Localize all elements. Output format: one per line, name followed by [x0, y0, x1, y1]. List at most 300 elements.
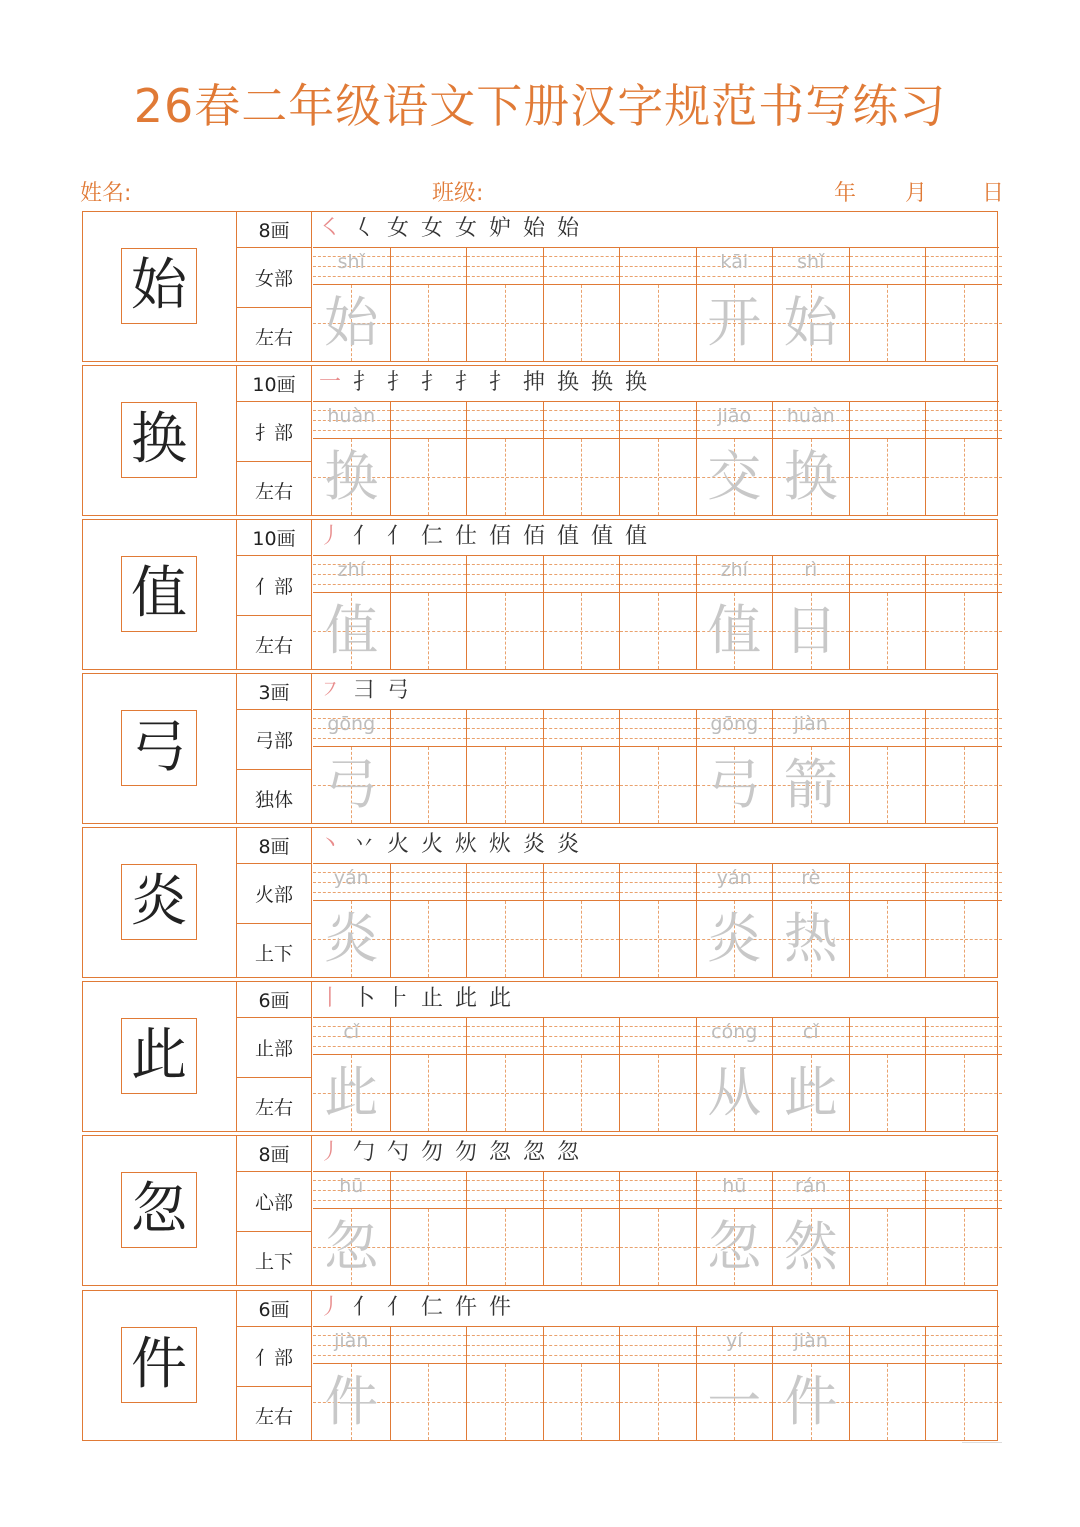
writing-cell[interactable]: [772, 1017, 849, 1131]
hanzi-box: [544, 593, 620, 669]
class-label: 班级:: [432, 181, 484, 206]
writing-cell[interactable]: [772, 247, 849, 361]
guide-line: [850, 882, 926, 883]
guide-line: [620, 1247, 696, 1248]
writing-cell[interactable]: [543, 1017, 620, 1131]
divider: [237, 709, 311, 710]
pinyin-box: [620, 1326, 696, 1364]
guide-line: [544, 1036, 620, 1037]
model-character: 值: [121, 556, 197, 632]
pinyin-box: [620, 401, 696, 439]
guide-line: [850, 1036, 926, 1037]
hanzi-box: [773, 747, 849, 823]
writing-cell[interactable]: [619, 1171, 696, 1285]
pinyin-trace: jiāo: [717, 405, 752, 427]
guide-line: [467, 882, 543, 883]
guide-line: [620, 256, 696, 257]
stroke-step: 扌: [421, 370, 444, 395]
writing-cell[interactable]: [466, 1326, 543, 1440]
hanzi-trace: 从: [707, 1061, 762, 1124]
stroke-step: 值: [625, 524, 648, 549]
stroke-count: 8画: [258, 836, 290, 858]
guide-line: [850, 939, 926, 940]
guide-line: [926, 1093, 1002, 1094]
hanzi-box: [544, 1209, 620, 1285]
divider: [237, 555, 311, 556]
writing-cell[interactable]: [390, 1017, 467, 1131]
hanzi-box: [850, 593, 926, 669]
pinyin-trace: cǐ: [343, 1021, 360, 1043]
writing-cell[interactable]: [925, 1326, 1002, 1440]
hanzi-box: [391, 1364, 467, 1440]
guide-line: [773, 1046, 849, 1047]
writing-cell[interactable]: [313, 401, 390, 515]
guide-line: [313, 738, 390, 739]
guide-line: [620, 872, 696, 873]
guide-line: [620, 323, 696, 324]
guide-line: [926, 256, 1002, 257]
guide-line: [620, 584, 696, 585]
stroke-step: 佰: [523, 524, 546, 549]
info-column: [236, 1136, 312, 1285]
writing-cell[interactable]: [925, 247, 1002, 361]
writing-cell[interactable]: [849, 863, 926, 977]
stroke-order-row: [313, 1136, 997, 1171]
guide-line: [544, 1345, 620, 1346]
writing-cell[interactable]: [466, 247, 543, 361]
writing-cell[interactable]: [313, 1017, 390, 1131]
pinyin-trace: jiàn: [793, 1330, 828, 1352]
stroke-step: ⺊: [387, 986, 410, 1011]
writing-cell[interactable]: [543, 247, 620, 361]
guide-line: [313, 430, 390, 431]
writing-cell[interactable]: [390, 709, 467, 823]
stroke-step: 扌: [455, 370, 478, 395]
guide-line: [926, 882, 1002, 883]
stroke-step: 炎: [557, 832, 580, 857]
hanzi-trace: 日: [783, 599, 838, 662]
hanzi-box: [773, 1209, 849, 1285]
hanzi-box: [467, 1209, 543, 1285]
guide-line: [926, 738, 1002, 739]
guide-line: [620, 1180, 696, 1181]
character-block: [82, 211, 998, 362]
radical: 女部: [254, 268, 293, 290]
guide-line: [467, 1190, 543, 1191]
writing-cell[interactable]: [696, 863, 773, 977]
stroke-step: 换: [625, 370, 648, 395]
divider: [237, 1386, 311, 1387]
writing-cell[interactable]: [849, 1171, 926, 1285]
stroke-count: 8画: [258, 220, 290, 242]
writing-cell[interactable]: [543, 709, 620, 823]
pinyin-box: [620, 709, 696, 747]
writing-cell[interactable]: [466, 709, 543, 823]
stroke-step: 仵: [455, 1295, 478, 1320]
writing-cell[interactable]: [696, 709, 773, 823]
model-character: 件: [121, 1327, 197, 1403]
stroke-step: 勿: [455, 1140, 478, 1165]
writing-grid: [313, 863, 997, 977]
stroke-step: 炏: [489, 832, 512, 857]
guide-line: [391, 420, 467, 421]
guide-line: [467, 584, 543, 585]
structure: 左右: [254, 327, 293, 349]
stroke-step: 仁: [421, 1295, 444, 1320]
structure: 独体: [254, 789, 293, 811]
guide-line: [926, 1180, 1002, 1181]
hanzi-box: [926, 1209, 1002, 1285]
guide-line: [620, 738, 696, 739]
pinyin-box: [697, 1017, 773, 1055]
writing-cell[interactable]: [696, 401, 773, 515]
hanzi-box: [313, 439, 390, 515]
stroke-step: 丶: [319, 832, 342, 857]
writing-cell[interactable]: [772, 1326, 849, 1440]
guide-line: [620, 276, 696, 277]
writing-cell[interactable]: [849, 247, 926, 361]
writing-cell[interactable]: [772, 555, 849, 669]
pinyin-box: [850, 709, 926, 747]
stroke-step: 亻: [353, 1295, 376, 1320]
radical: 扌部: [254, 422, 293, 444]
stroke-step: ⺕: [353, 678, 376, 703]
radical: 止部: [254, 1038, 293, 1060]
writing-cell[interactable]: [849, 555, 926, 669]
writing-cell[interactable]: [543, 863, 620, 977]
writing-cell[interactable]: [619, 1017, 696, 1131]
writing-cell[interactable]: [696, 555, 773, 669]
guide-line: [620, 477, 696, 478]
pinyin-box: [697, 247, 773, 285]
guide-line: [467, 323, 543, 324]
writing-cell[interactable]: [925, 555, 1002, 669]
writing-cell[interactable]: [696, 1326, 773, 1440]
writing-cell[interactable]: [619, 247, 696, 361]
writing-cell[interactable]: [925, 1171, 1002, 1285]
writing-cell[interactable]: [390, 863, 467, 977]
writing-grid: [313, 1326, 997, 1440]
writing-cell[interactable]: [466, 555, 543, 669]
guide-line: [926, 477, 1002, 478]
guide-line: [544, 477, 620, 478]
hanzi-box: [850, 285, 926, 361]
guide-line: [850, 1180, 926, 1181]
guide-line: [467, 1345, 543, 1346]
writing-cell[interactable]: [390, 247, 467, 361]
hanzi-box: [926, 439, 1002, 515]
guide-line: [313, 892, 390, 893]
guide-line: [391, 728, 467, 729]
stroke-step: 勹: [353, 1140, 376, 1165]
writing-cell[interactable]: [619, 709, 696, 823]
guide-line: [620, 1093, 696, 1094]
hanzi-box: [544, 747, 620, 823]
hanzi-box: [544, 901, 620, 977]
stroke-count: 6画: [258, 990, 290, 1012]
writing-cell[interactable]: [313, 863, 390, 977]
guide-line: [697, 1355, 773, 1356]
pinyin-box: [544, 863, 620, 901]
writing-cell[interactable]: [619, 555, 696, 669]
guide-line: [467, 738, 543, 739]
guide-line: [544, 1335, 620, 1336]
writing-cell[interactable]: [925, 401, 1002, 515]
pinyin-trace: huàn: [327, 405, 376, 427]
guide-line: [391, 1402, 467, 1403]
pinyin-box: [391, 709, 467, 747]
guide-line: [391, 1036, 467, 1037]
pinyin-trace: gōng: [710, 713, 759, 735]
model-character: 始: [121, 248, 197, 324]
hanzi-box: [620, 1209, 696, 1285]
model-character: 此: [121, 1018, 197, 1094]
guide-line: [467, 276, 543, 277]
writing-cell[interactable]: [849, 1017, 926, 1131]
guide-line: [926, 631, 1002, 632]
writing-cell[interactable]: [313, 247, 390, 361]
writing-cell[interactable]: [390, 1326, 467, 1440]
writing-cell[interactable]: [390, 1171, 467, 1285]
hanzi-box: [467, 1055, 543, 1131]
stroke-order-row: [313, 1291, 997, 1326]
pinyin-box: [467, 709, 543, 747]
writing-cell[interactable]: [696, 1171, 773, 1285]
hanzi-box: [697, 439, 773, 515]
writing-cell[interactable]: [466, 1171, 543, 1285]
month-label: 月: [905, 181, 928, 206]
character-block: [82, 365, 998, 516]
writing-cell[interactable]: [849, 709, 926, 823]
pinyin-box: [926, 863, 1002, 901]
guide-line: [620, 1046, 696, 1047]
pinyin-box: [620, 1017, 696, 1055]
writing-cell[interactable]: [925, 709, 1002, 823]
divider: [237, 863, 311, 864]
hanzi-trace: 始: [783, 291, 838, 354]
writing-cell[interactable]: [925, 863, 1002, 977]
pinyin-box: [926, 1326, 1002, 1364]
guide-line: [391, 1046, 467, 1047]
pinyin-box: [850, 863, 926, 901]
guide-line: [926, 785, 1002, 786]
hanzi-box: [773, 901, 849, 977]
model-character: 忽: [121, 1172, 197, 1248]
guide-line: [467, 266, 543, 267]
writing-cell[interactable]: [696, 1017, 773, 1131]
stroke-step: 此: [455, 986, 478, 1011]
pinyin-trace: jiàn: [334, 1330, 369, 1352]
hanzi-trace: 一: [707, 1370, 762, 1433]
pinyin-box: [391, 1326, 467, 1364]
guide-line: [926, 728, 1002, 729]
hanzi-trace: 值: [707, 599, 762, 662]
hanzi-box: [313, 747, 390, 823]
guide-line: [467, 256, 543, 257]
guide-line: [850, 872, 926, 873]
writing-cell[interactable]: [543, 1171, 620, 1285]
pinyin-box: [313, 863, 390, 901]
writing-cell[interactable]: [619, 401, 696, 515]
guide-line: [467, 1036, 543, 1037]
guide-line: [926, 1200, 1002, 1201]
writing-cell[interactable]: [543, 401, 620, 515]
info-column: [236, 674, 312, 823]
pinyin-box: [544, 1171, 620, 1209]
radical: 亻部: [254, 1347, 293, 1369]
guide-line: [850, 728, 926, 729]
guide-line: [544, 1200, 620, 1201]
stroke-step: 丿: [319, 1295, 342, 1320]
pinyin-trace: huàn: [786, 405, 835, 427]
hanzi-box: [850, 1364, 926, 1440]
hanzi-box: [544, 1055, 620, 1131]
hanzi-box: [620, 593, 696, 669]
character-block: [82, 519, 998, 670]
writing-cell[interactable]: [543, 1326, 620, 1440]
writing-cell[interactable]: [313, 1171, 390, 1285]
hanzi-box: [391, 1055, 467, 1131]
guide-line: [620, 882, 696, 883]
pinyin-box: [926, 401, 1002, 439]
guide-line: [391, 1180, 467, 1181]
stroke-step: 丨: [319, 986, 342, 1011]
pinyin-box: [544, 401, 620, 439]
guide-line: [850, 564, 926, 565]
writing-cell[interactable]: [619, 1326, 696, 1440]
pinyin-box: [697, 555, 773, 593]
writing-cell[interactable]: [313, 709, 390, 823]
hanzi-trace: 件: [783, 1370, 838, 1433]
guide-line: [850, 430, 926, 431]
guide-line: [313, 1200, 390, 1201]
stroke-step: 始: [523, 216, 546, 241]
writing-cell[interactable]: [772, 1171, 849, 1285]
writing-cell[interactable]: [696, 247, 773, 361]
guide-line: [544, 631, 620, 632]
writing-cell[interactable]: [390, 555, 467, 669]
stroke-step: 忽: [489, 1140, 512, 1165]
stroke-step: 件: [489, 1295, 512, 1320]
guide-line: [620, 266, 696, 267]
pinyin-box: [850, 1326, 926, 1364]
guide-line: [544, 1247, 620, 1248]
writing-cell[interactable]: [466, 863, 543, 977]
stroke-step: 卜: [353, 986, 376, 1011]
guide-line: [850, 1345, 926, 1346]
guide-line: [391, 738, 467, 739]
guide-line: [926, 1335, 1002, 1336]
guide-line: [620, 728, 696, 729]
guide-line: [391, 584, 467, 585]
pinyin-box: [467, 1017, 543, 1055]
writing-cell[interactable]: [772, 863, 849, 977]
guide-line: [544, 410, 620, 411]
guide-line: [544, 584, 620, 585]
pinyin-trace: rì: [804, 559, 818, 581]
pinyin-box: [850, 247, 926, 285]
writing-cell[interactable]: [466, 1017, 543, 1131]
stroke-step: 丿: [319, 1140, 342, 1165]
stroke-order-row: [313, 828, 997, 863]
divider: [237, 1171, 311, 1172]
stroke-count: 10画: [252, 528, 296, 550]
guide-line: [926, 430, 1002, 431]
character-block: [82, 827, 998, 978]
hanzi-box: [850, 747, 926, 823]
guide-line: [391, 1026, 467, 1027]
structure: 左右: [254, 481, 293, 503]
writing-cell[interactable]: [772, 709, 849, 823]
writing-cell[interactable]: [849, 1326, 926, 1440]
hanzi-box: [544, 1364, 620, 1440]
writing-cell[interactable]: [313, 555, 390, 669]
guide-line: [850, 631, 926, 632]
guide-line: [391, 631, 467, 632]
guide-line: [391, 785, 467, 786]
writing-cell[interactable]: [466, 401, 543, 515]
writing-cell[interactable]: [313, 1326, 390, 1440]
page-title: 26春二年级语文下册汉字规范书写练习: [133, 79, 947, 133]
writing-cell[interactable]: [849, 401, 926, 515]
stroke-step: 女: [387, 216, 410, 241]
guide-line: [467, 892, 543, 893]
writing-grid: [313, 1017, 997, 1131]
writing-cell[interactable]: [543, 555, 620, 669]
hanzi-box: [773, 1055, 849, 1131]
guide-line: [467, 1355, 543, 1356]
guide-line: [850, 266, 926, 267]
hanzi-box: [697, 1209, 773, 1285]
hanzi-box: [391, 747, 467, 823]
stroke-step: 始: [557, 216, 580, 241]
character-block: [82, 1290, 998, 1441]
guide-line: [391, 1247, 467, 1248]
writing-cell[interactable]: [925, 1017, 1002, 1131]
guide-line: [391, 256, 467, 257]
guide-line: [467, 574, 543, 575]
divider: [237, 247, 311, 248]
hanzi-box: [850, 1055, 926, 1131]
guide-line: [391, 1355, 467, 1356]
writing-cell[interactable]: [390, 401, 467, 515]
stroke-count: 3画: [258, 682, 290, 704]
guide-line: [544, 276, 620, 277]
guide-line: [313, 1046, 390, 1047]
guide-line: [850, 574, 926, 575]
info-column: [236, 828, 312, 977]
hanzi-box: [926, 593, 1002, 669]
pinyin-box: [467, 863, 543, 901]
pinyin-box: [850, 1171, 926, 1209]
stroke-step: 火: [387, 832, 410, 857]
guide-line: [313, 276, 390, 277]
writing-cell[interactable]: [772, 401, 849, 515]
writing-grid: [313, 1171, 997, 1285]
hanzi-box: [467, 901, 543, 977]
guide-line: [773, 430, 849, 431]
pinyin-box: [467, 401, 543, 439]
hanzi-box: [697, 1055, 773, 1131]
stroke-step: 扌: [489, 370, 512, 395]
guide-line: [620, 785, 696, 786]
guide-line: [467, 1093, 543, 1094]
hanzi-box: [773, 439, 849, 515]
stroke-step: 𡿨: [353, 216, 376, 241]
stroke-step: 火: [421, 832, 444, 857]
writing-cell[interactable]: [619, 863, 696, 977]
stroke-step: ㇛: [319, 216, 342, 241]
